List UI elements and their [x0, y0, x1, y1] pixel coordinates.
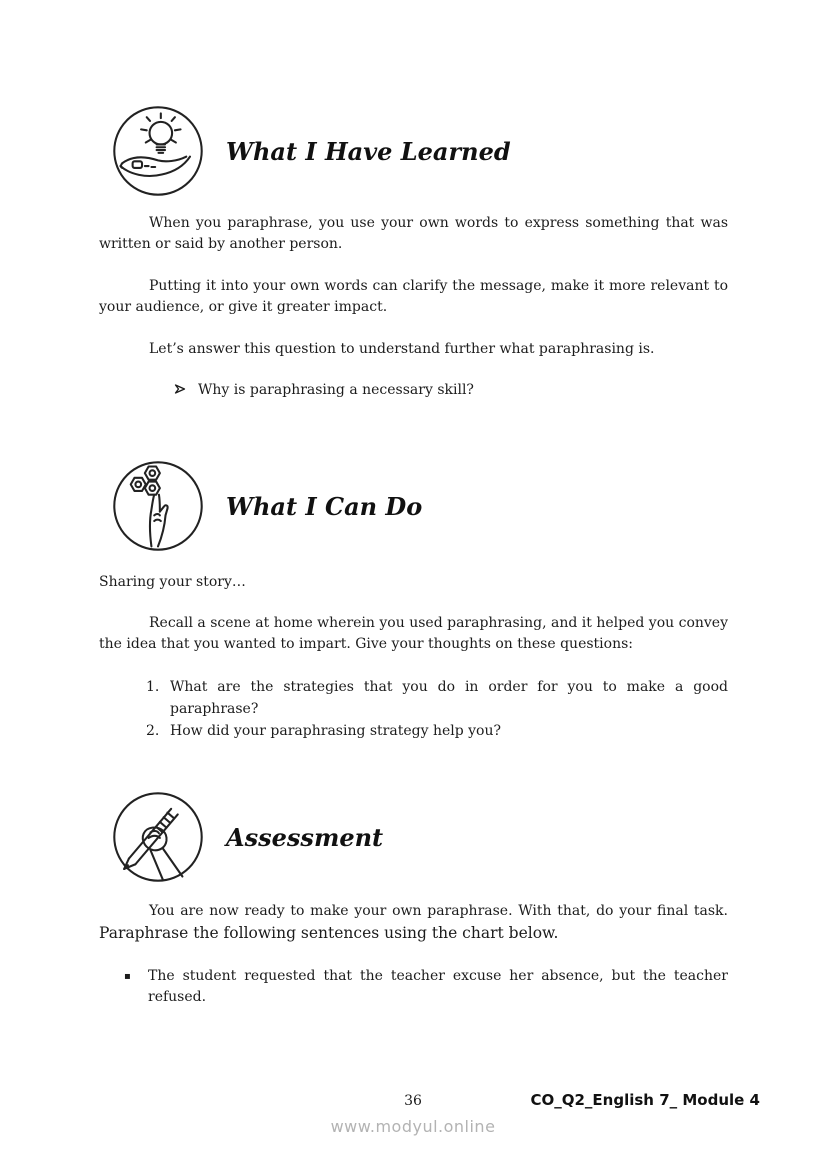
questions-numbered-list: [146, 676, 728, 742]
assessment-instruction-line1: You are now ready to make your own paraphrase. With that, do your final task.: [149, 903, 728, 919]
paragraph-own-words-benefits: Putting it into your own words can clarify the message, make it more relevant to your audience, or give it greater impact.: [99, 278, 728, 315]
module-label: CO_Q2_English 7_ Module 4: [530, 1091, 760, 1109]
question-bullet-row: [174, 380, 474, 401]
list-item: [146, 676, 728, 720]
section-what-i-can-do-header: [111, 459, 422, 553]
list-item-number: 2.: [146, 723, 160, 739]
watermark-url: www.modyul.online: [330, 1117, 496, 1136]
hand-with-gears-icon: [111, 459, 205, 553]
list-item-text: How did your paraphrasing strategy help you?: [170, 723, 502, 739]
list-item-number: 1.: [146, 679, 160, 695]
section-heading-what-i-have-learned: What I Have Learned: [226, 136, 511, 166]
task-bullet-row: [124, 966, 728, 1008]
writing-hand-icon: [111, 790, 205, 884]
question-bullet-text: Why is paraphrasing a necessary skill?: [198, 382, 474, 398]
task-bullet-text: The student requested that the teacher excuse her absence, but the teacher refused.: [148, 968, 728, 1005]
paragraph-paraphrase-definition: When you paraphrase, you use your own words to express something that was written or said by another person.: [99, 215, 728, 252]
paragraph-lets-answer: Let’s answer this question to understand further what paraphrasing is.: [149, 341, 655, 357]
square-bullet-icon: ▪: [124, 971, 131, 982]
sharing-your-story-line: Sharing your story…: [99, 574, 246, 590]
lightbulb-in-hand-icon: [111, 104, 205, 198]
section-assessment-header: [111, 790, 383, 884]
section-heading-assessment: Assessment: [226, 822, 384, 852]
paragraph-recall-scene: Recall a scene at home wherein you used paraphrasing, and it helped you convey the idea that you wanted to impart. Give your thoughts on these questions:: [99, 615, 728, 652]
section-what-i-have-learned-header: [111, 104, 511, 198]
list-item: [146, 720, 728, 742]
assessment-instructions: [99, 901, 728, 944]
arrowhead-right-icon: [174, 381, 186, 402]
list-item-text: What are the strategies that you do in order for you to make a good paraphrase?: [170, 679, 728, 717]
assessment-instruction-line2: Paraphrase the following sentences using the chart below.: [99, 924, 559, 942]
page-number: 36: [404, 1093, 422, 1109]
section-heading-what-i-can-do: What I Can Do: [226, 491, 423, 521]
